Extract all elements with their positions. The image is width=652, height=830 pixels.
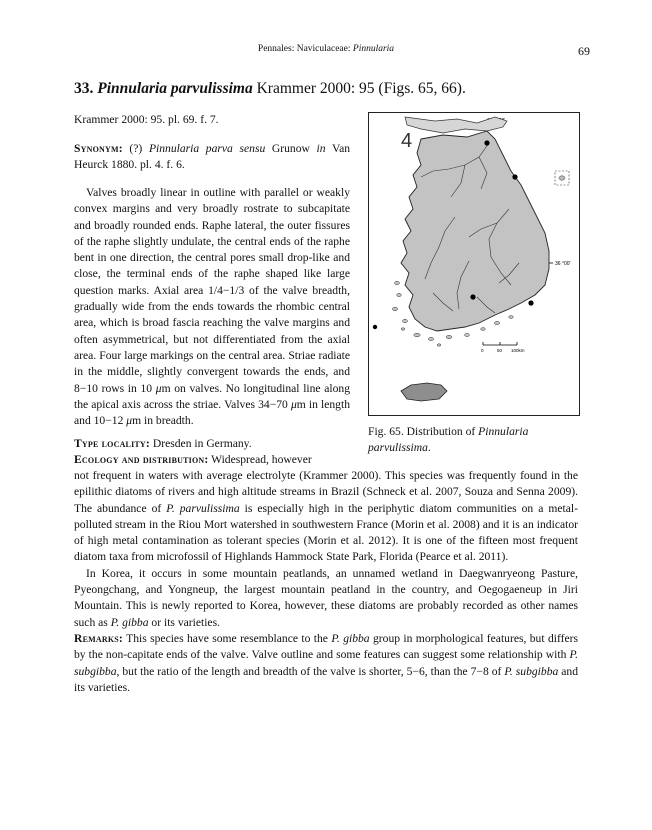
type-locality-label: Type locality: [74, 437, 150, 450]
remarks-label: Remarks: [74, 631, 123, 645]
scale-label-50: 50 [497, 348, 503, 353]
synonym-paragraph: Synonym: (?) Pinnularia parva sensu Grunow in Van Heurck 1880. pl. 4. f. 6. [74, 142, 351, 172]
scale-label-100: 100km [511, 348, 525, 353]
lat-label: 36 °00' [555, 261, 571, 267]
occurrence-point [484, 140, 489, 145]
occurrence-point [512, 174, 517, 179]
type-locality-paragraph: Type locality: Dresden in Germany. [74, 437, 252, 450]
korea-map [369, 113, 579, 415]
species-number: 33. [74, 80, 94, 97]
synonym-name: Pinnularia parva sensu [148, 142, 266, 155]
running-head [0, 44, 652, 54]
south-korea-mainland [401, 131, 549, 331]
north-fragment [405, 117, 507, 133]
synonym-label: Synonym: [74, 142, 123, 155]
page-number: 69 [578, 44, 590, 58]
korea-paragraph: In Korea, it occurs in some mountain peatlands, an unnamed wetland in Daegwanryeong Pasture, Pyeongchang, and Yongneup, the largest mountain peatland in the country, and Oegogaeneup in Jiri Mountain. This is newly reported to Korea, however, these diatoms are probably recorded as other names such as P. gibba or its varieties. [74, 566, 578, 629]
distribution-map-figure [368, 112, 580, 416]
ecology-first-line: Ecology and distribution: Widespread, however [74, 453, 312, 466]
body-text [74, 468, 578, 696]
scale-bar [481, 342, 525, 353]
ecology-paragraph: not frequent in waters with average electrolyte (Krammer 2000). This species was frequently found in the epilithic diatoms of rivers and high altitude streams in Brazil (Schneck et al. 2007, Souza and Senna 2009). The abundance of P. parvulissima is especially high in the periphytic diatom communities on a metal-polluted stream in the Riou Mort watershed in southwestern France (Morin et al. 2008) and it is an indicator of high metal contamination as tolerant species (Morin et al. 2012). It is one of the fifteen most frequent diatom taxa from microfossil of Highlands Hammock State Park, Florida (Pearce et al. 2011). [74, 469, 578, 564]
ulleung-island [559, 176, 565, 180]
figure-caption: Fig. 65. Distribution of Pinnularia parvulissima. [368, 425, 529, 454]
caption-species: Pinnularia parvulissima [368, 425, 529, 454]
jeju-island [401, 383, 447, 401]
scale-label-0: 0 [481, 348, 484, 353]
running-head-prefix: Pennales: Naviculaceae: [257, 44, 353, 54]
occurrence-point [528, 300, 533, 305]
species-authority: Krammer 2000: 95 (Figs. 65, 66). [252, 80, 466, 97]
panel-number: 4 [401, 130, 413, 152]
species-name: Pinnularia parvulissima [97, 80, 253, 97]
species-title [74, 80, 466, 98]
occurrence-point [373, 325, 377, 329]
description-paragraph: Valves broadly linear in outline with parallel or weakly convex margins and very broadly rostrate to subcapitate and broadly rounded ends. Raphe lateral, the outer fissures of the raphe slightly undulate, the central ends of the raphe bent in one direction, the central pores small drop-like and close, the terminal ends of the raphe shaped like large question marks. Axial area 1/4−1/3 of the valve breadth, gradually wide from the ends towards the rhombic central area, which is broad fascia reaching the valve margins and often asymmetrical, but not differentiated from the axial area. Four large markings on the central area. Striae radiate in the middle, slightly convergent towards the ends, and 8−10 rows in 10 μm on valves. No longitudinal line along the apical axis across the striae. Valves 34−70 μm in length and 10−12 μm in breadth. [74, 186, 350, 428]
reference-line: Krammer 2000: 95. pl. 69. f. 7. [74, 113, 219, 126]
running-head-genus: Pinnularia [352, 44, 395, 54]
remarks-paragraph: Remarks: This species have some resemblance to the P. gibba group in morphological features, but differs by the non-capitate ends of the valve. Valve outline and some features can suggest some relationship with P. subgibba, but the ratio of the length and breadth of the valve is shorter, 5−6, than the 7−8 of P. subgibba and its varieties. [74, 631, 579, 694]
occurrence-point [470, 294, 475, 299]
ecology-label: Ecology and distribution: [74, 453, 209, 466]
